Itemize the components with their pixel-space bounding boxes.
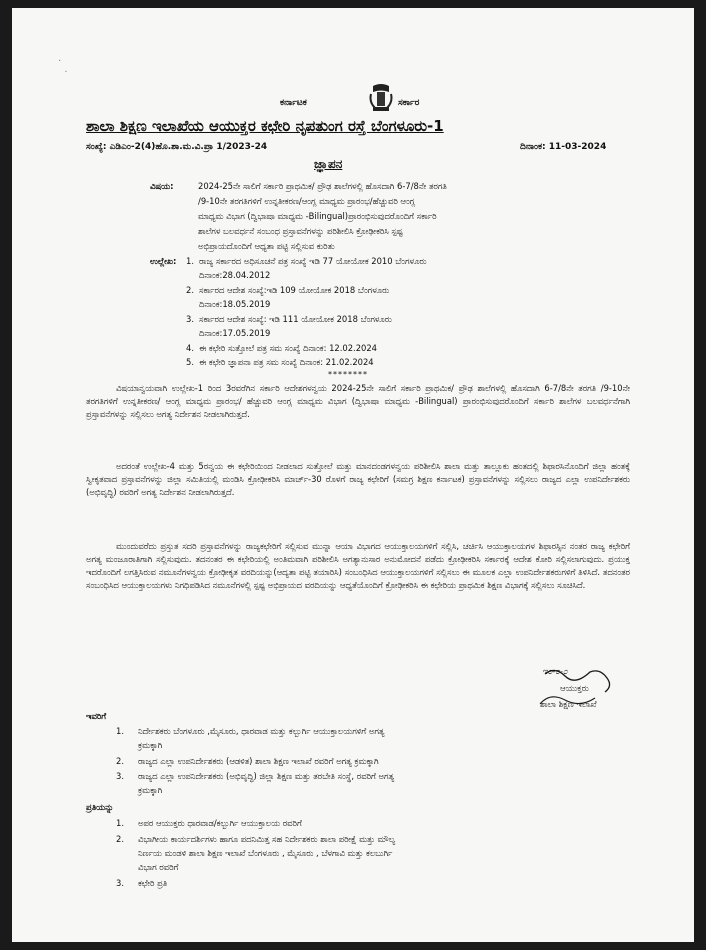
recipient-text: ರಾಜ್ಯದ ಎಲ್ಲಾ ಉಪನಿರ್ದೇಶಕರು (ಅಭಿವೃದ್ಧಿ) ಜಿಲ್ಲಾ ಶಿಕ್ಷಣ ಮತ್ತು ತರಬೇತಿ ಸಂಸ್ಥೆ, ರವರಿಗೆ ಅಗತ್ಯ [138,771,395,781]
document-type: ಜ್ಞಾಪನ [314,157,343,171]
copy-number: 2. [116,834,124,844]
subject-line: ಶಾಲೆಗಳ ಬಲವರ್ಧನೆ ಸಂಬಂಧ ಪ್ರಸ್ತಾವನೆಗಳನ್ನು ಪರಿಶೀಲಿಸಿ ಕ್ರೋಢೀಕರಿಸಿ ಸ್ಪಷ್ಟ [198,226,403,236]
body-paragraph-3: ಮುಂದುವರೆದು ಪ್ರಸ್ತುತ ಸದರಿ ಪ್ರಸ್ತಾವನೆಗಳನ್ನು ರಾಜ್ಯಕಛೇರಿಗೆ ಸಲ್ಲಿಸುವ ಮುನ್ನಾ ಆಯಾ ವಿಭಾಗದ ಆಯುಕ್ತಾಲಯಗಳಿಗೆ ಸಲ್ಲಿಸಿ, ಚರ್ಚಿಸಿ ಆಯುಕ್ತಾಲಯಗಳ ಶಿಫಾರಸ್ಸಿನ ನಂತರ ರಾಜ್ಯ ಕಛೇರಿಗೆ ಅಗತ್ಯ ಮಂಜೂರಾತಿಗಾಗಿ ಸಲ್ಲಿಸುವುದು. ತದನಂತರ ಈ ಕಛೇರಿಯಲ್ಲಿ ಅಂತಿಮವಾಗಿ ಪರಿಶೀಲಿಸಿ ಅಗತ್ಯಾನುಸಾರ ಅನುಮೋದನೆ ಪಡೆದು ಕ್ರೋಢೀಕರಿಸಿ ಸರ್ಕಾರಕ್ಕೆ ಆದೇಶ ಕೋರಿ ಸಲ್ಲಿಸಲಾಗುವುದು. ಪ್ರಯುಕ್ತ ಇದರೊಂದಿಗೆ ಲಗತ್ತಿಸಿರುವ ನಮೂನೆಗಳನ್ವಯ ಕ್ರೋಢೀಕೃತ ವರದಿಯನ್ನು(ಆದ್ಯತಾ ಪಟ್ಟಿ ತಯಾರಿಸಿ) ಸಂಬಂಧಿಸಿದ ಆಯುಕ್ತಾಲಯಗಳಿಗೆ ಸಲ್ಲಿಸಲು ಈ ಮೂಲಕ ಎಲ್ಲಾ ಉಪನಿರ್ದೇಶಕರುಗಳಿಗೆ ತಿಳಿಸಿದೆ. ತದನಂತರ ಸಂಬಂಧಿಸಿದ ಆಯುಕ್ತಾಲಯಗಳು ನಿಗಧಿಪಡಿಸಿದ ನಮೂನೆಗಳಲ್ಲಿ ಸ್ಪಷ್ಟ ಅಭಿಪ್ರಾಯದ ವರದಿಯನ್ನು ಆಧ್ಯತೆಯೊಂದಿಗೆ ಕ್ರೋಢೀಕರಿಸಿ ಈ ಕಛೇರಿಯ ಪ್ರಾಥಮಿಕ ಶಿಕ್ಷಣ ವಿಭಾಗಕ್ಕೆ ಸಲ್ಲಿಸಲು ಸೂಚಿಸಿದೆ. [86,541,630,591]
copy-text: ವಿಭಾಗೀಯ ಕಾರ್ಯದರ್ಶಿಗಳು ಹಾಗೂ ಪದನಿಮಿತ್ತ ಸಹ ನಿರ್ದೇಶಕರು ಶಾಲಾ ಪರೀಕ್ಷೆ ಮತ್ತು ಮೌಲ್ಯ [138,834,396,844]
reference-text: ಈ ಕಛೇರಿ ಜ್ಞಾಪನಾ ಪತ್ರ ಸಮ ಸಂಖ್ಯೆ ದಿನಾಂಕ: 21.02.2024 [199,357,374,367]
recipient-number: 1. [116,726,124,736]
copy-number: 3. [116,878,124,888]
subject-line: ಮಾಧ್ಯಮ ವಿಭಾಗ (ದ್ವಿಭಾಷಾ ಮಾಧ್ಯಮ -Bilingual)ಪ್ರಾರಂಭಿಸುವುದರೊಂದಿಗೆ ಸರ್ಕಾರಿ [198,211,437,221]
subject-line: 2024-25ನೇ ಸಾಲಿಗೆ ಸರ್ಕಾರಿ ಪ್ರಾಥಮಿಕ/ ಪ್ರೌಢ ಶಾಲೆಗಳಲ್ಲಿ ಹೊಸದಾಗಿ 6-7/8ನೇ ತರಗತಿ [198,181,447,191]
copy-text: ಕಛೇರಿ ಪ್ರತಿ [138,878,168,888]
body-paragraph-1: ವಿಷಯಾನ್ವಯವಾಗಿ ಉಲ್ಲೇಖ-1 ರಿಂದ 3ರವರೆಗಿನ ಸರ್ಕಾರಿ ಆದೇಶಗಳನ್ವಯ 2024-25ನೇ ಸಾಲಿಗೆ ಸರ್ಕಾರಿ ಪ್ರಾಥಮಿಕ/ ಪ್ರೌಢ ಶಾಲೆಗಳಲ್ಲಿ ಹೊಸದಾಗಿ 6-7/8ನೇ ತರಗತಿ /9-10ನೇ ತರಗತಿಗಳಿಗೆ ಉನ್ನತೀಕರಣ/ ಆಂಗ್ಲ ಮಾಧ್ಯಮ ಪ್ರಾರಂಭ/ ಹೆಚ್ಚುವರಿ ಆಂಗ್ಲ ಮಾಧ್ಯಮ ವಿಭಾಗ (ದ್ವಿಭಾಷಾ ಮಾಧ್ಯಮ -Bilingual) ಪ್ರಾರಂಭಿಸುವುದರೊಂದಿಗೆ ಸರ್ಕಾರಿ ಶಾಲೆಗಳ ಬಲವರ್ಧನೆಗಾಗಿ ಪ್ರಸ್ತಾವನೆಗಳನ್ನು ಸಲ್ಲಿಸಲು ಅಗತ್ಯ ನಿರ್ದೇಶನ ನೀಡಲಾಗಿರುತ್ತದೆ. [86,383,630,420]
reference-number-3: 3. [186,314,194,324]
state-emblem-icon [367,82,395,114]
reference-text: ಸರ್ಕಾರದ ಆದೇಶ ಸಂಖ್ಯೆ: ಇಡಿ 111 ಯೋಯೋಕ 2018 ಬೆಂಗಳೂರು [199,314,392,324]
recipients-label: ಇವರಿಗೆ [86,711,107,721]
copy-number: 1. [116,818,124,828]
subject-line: /9-10ನೇ ತರಗತಿಗಳಿಗೆ ಉನ್ನತೀಕರಣ/ಆಂಗ್ಲ ಮಾಧ್ಯಮ ಪ್ರಾರಂಭ/ಹೆಚ್ಚುವರಿ ಆಂಗ್ಲ [198,196,416,206]
recipient-text: ಕ್ರಮಕ್ಕಾಗಿ [138,785,163,795]
reference-text: ರಾಜ್ಯ ಸರ್ಕಾರದ ಅಧಿಸೂಚನೆ ಪತ್ರ ಸಂಖ್ಯೆ ಇಡಿ 77 ಯೋಯೋಕ 2010 ಬೆಂಗಳೂರು [199,256,427,266]
reference-text: ಸರ್ಕಾರದ ಆದೇಶ ಸಂಖ್ಯೆ:ಇಡಿ 109 ಯೋಯೋಕ 2018 ಬೆಂಗಳೂರು [199,285,390,295]
signatory-department: ಶಾಲಾ ಶಿಕ್ಷಣ ಇಲಾಖೆ [540,699,597,709]
reference-date: ದಿನಾಂಕ:18.05.2019 [199,299,271,309]
recipient-number: 2. [116,756,124,766]
copy-text: ವಿಭಾಗ ರವರಿಗೆ [138,862,179,872]
references-label: ಉಲ್ಲೇಖ: [150,256,177,266]
subject-line: ಅಭಿಪ್ರಾಯದೊಂದಿಗೆ ಆಧ್ಯತಾ ಪಟ್ಟಿ ಸಲ್ಲಿಸುವ ಕುರಿತು [198,241,335,251]
document-date: ದಿನಾಂಕ: 11-03-2024 [520,142,607,152]
separator: ******** [328,370,368,379]
recipient-number: 3. [116,771,124,781]
reference-date: ದಿನಾಂಕ:28.04.2012 [199,270,271,280]
copy-text: ನಿರ್ಣಯ ಮಂಡಳಿ ಶಾಲಾ ಶಿಕ್ಷಣ ಇಲಾಖೆ ಬೆಂಗಳೂರು , ಮೈಸೂರು , ಬೆಳಗಾವಿ ಮತ್ತು ಕಲಬುರ್ಗಿ [138,848,393,858]
recipient-text: ನಿರ್ದೇಶಕರು ಬೆಂಗಳೂರು ,ಮೈಸೂರು, ಧಾರವಾಡ ಮತ್ತು ಕಲ್ಬುರ್ಗಿ ಆಯುಕ್ತಾಲಯಗಳಿಗೆ ಅಗತ್ಯ [138,726,385,736]
reference-number-5: 5. [186,357,194,367]
copy-text: ಅಪರ ಆಯುಕ್ತರು ಧಾರವಾಡ/ಕಲ್ಬುರ್ಗಿ ಆಯುಕ್ತಾಲಯ ರವರಿಗೆ [138,818,302,828]
signature-date: ಇ೦-೦-೦ [542,666,568,676]
reference-number-1: 1. [186,256,194,266]
govt-label-right: ಸರ್ಕಾರ [398,98,420,108]
reference-number: ಸಂಖ್ಯೆ: ಎಡಿಎಂ-2(4)ಹೊ.ಶಾ.ಮ.ವಿ.ಪ್ರಾ 1/2023-24 [86,142,268,152]
signatory-designation: ಆಯುಕ್ತರು [560,683,589,693]
reference-number-4: 4. [186,343,194,353]
office-title: ಶಾಲಾ ಶಿಕ್ಷಣ ಇಲಾಖೆಯ ಆಯುಕ್ತರ ಕಛೇರಿ ನೃಪತುಂಗ ರಸ್ತೆ ಬೆಂಗಳೂರು-1 [86,117,444,135]
recipient-text: ಕ್ರಮಕ್ಕಾಗಿ [138,740,163,750]
copy-to-label: ಪ್ರತಿಯನ್ನು [86,802,114,812]
reference-date: ದಿನಾಂಕ:17.05.2019 [199,328,271,338]
reference-number-2: 2. [186,285,194,295]
recipient-text: ರಾಜ್ಯದ ಎಲ್ಲಾ ಉಪನಿರ್ದೇಶಕರು (ಆಡಳಿತ) ಶಾಲಾ ಶಿಕ್ಷಣ ಇಲಾಖೆ ರವರಿಗೆ ಅಗತ್ಯ ಕ್ರಮಕ್ಕಾಗಿ [138,756,379,766]
subject-label: ವಿಷಯ: [150,181,174,191]
reference-text: ಈ ಕಛೇರಿ ಸುತ್ತೋಲೆ ಪತ್ರ ಸಮ ಸಂಖ್ಯೆ ದಿನಾಂಕ: 12.02.2024 [199,343,378,353]
scan-mark: · · [58,56,68,78]
body-paragraph-2: ಅದರಂತೆ ಉಲ್ಲೇಖ-4 ಮತ್ತು 5ರನ್ವಯ ಈ ಕಛೇರಿಯಿಂದ ನೀಡಲಾದ ಸುತ್ತೋಲೆ ಮತ್ತು ಮಾನದಂಡಗಳನ್ವಯ ಪರಿಶೀಲಿಸಿ ಶಾಲಾ ಮತ್ತು ತಾಲ್ಲೂಕು ಹಂತದಲ್ಲಿ ಶಿಫಾರಸಿನೊಂದಿಗೆ ಜಿಲ್ಲಾ ಹಂತಕ್ಕೆ ಸ್ವೀಕೃತವಾದ ಪ್ರಸ್ತಾವನೆಗಳನ್ನು ಜಿಲ್ಲಾ ಸಮಿತಿಯಲ್ಲಿ ಮಂಡಿಸಿ ಕ್ರೋಢೀಕರಿಸಿ ಮಾರ್ಚ್-30 ರೊಳಗೆ ರಾಜ್ಯ ಕಛೇರಿಗೆ (ಸಮಗ್ರ ಶಿಕ್ಷಣ ಕರ್ನಾಟಕ) ಪ್ರಸ್ತಾವನೆಗಳನ್ನು ಸಲ್ಲಿಸಲು ರಾಜ್ಯದ ಎಲ್ಲಾ ಉಪನಿರ್ದೇಶಕರು (ಅಭಿವೃದ್ಧಿ) ರವರಿಗೆ ಅಗತ್ಯ ನಿರ್ದೇಶನ ನೀಡಲಾಗಿರುತ್ತದೆ. [86,461,630,498]
govt-label-left: ಕರ್ನಾಟಕ [280,98,307,108]
